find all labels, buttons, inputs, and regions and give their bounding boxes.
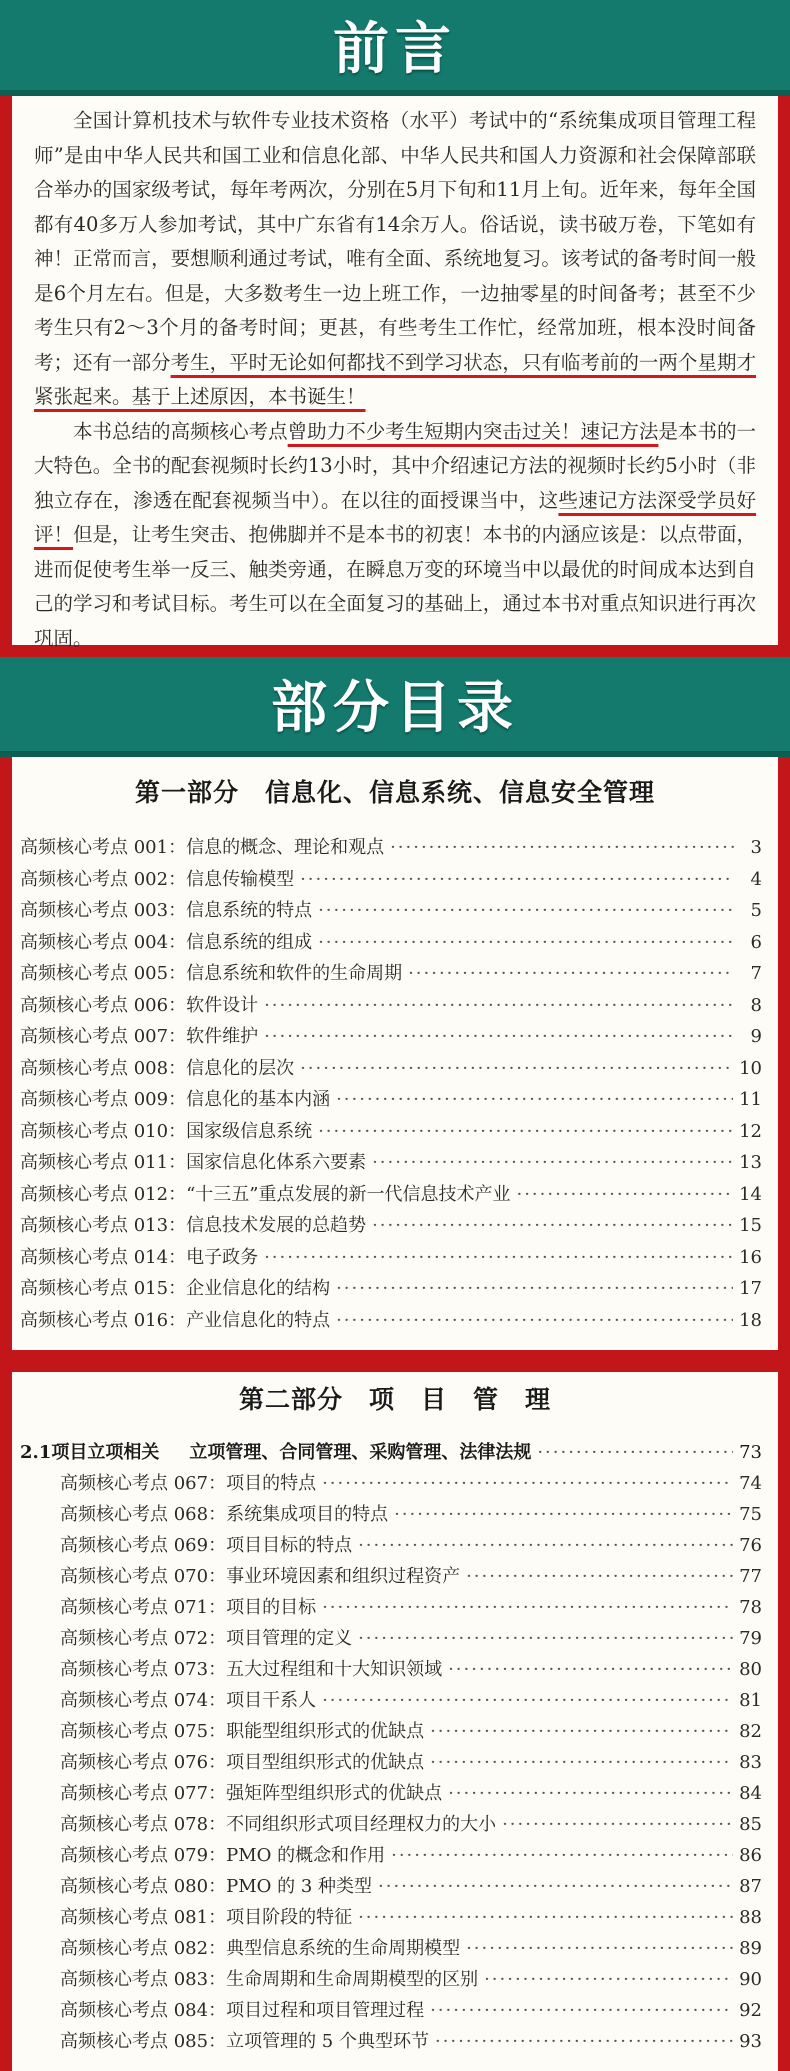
toc-topic: 信息化的层次 — [186, 1057, 295, 1079]
dot-leader — [448, 1783, 733, 1804]
toc-page: 87 — [739, 1876, 762, 1897]
toc-topic: 不同组织形式项目经理权力的大小 — [226, 1814, 497, 1835]
toc-topic: 国家级信息系统 — [186, 1120, 313, 1142]
toc-topic: 系统集成项目的特点 — [226, 1504, 389, 1525]
preface-panel — [12, 96, 778, 650]
toc-topic: 项目的目标 — [226, 1597, 317, 1618]
dot-leader — [430, 2000, 733, 2021]
preface-p2-text-a: 本书总结的高频核心考点 — [73, 419, 288, 443]
toc-topic: 项目的特点 — [226, 1473, 317, 1494]
dot-leader — [318, 1121, 733, 1142]
toc-code: 高频核心考点 079： — [60, 1845, 227, 1866]
dot-leader — [336, 1278, 733, 1299]
dot-leader — [358, 1535, 733, 1556]
dot-leader — [336, 1310, 733, 1331]
dot-leader — [466, 1938, 733, 1959]
toc-page: 93 — [739, 2031, 762, 2052]
toc-page: 8 — [750, 994, 762, 1016]
dot-leader — [372, 1215, 733, 1236]
toc-page: 17 — [739, 1278, 762, 1299]
dot-leader — [484, 1969, 733, 1990]
toc-code: 高频核心考点 005： — [20, 963, 187, 984]
toc-code: 高频核心考点 013： — [20, 1215, 187, 1236]
toc-topic: 项目干系人 — [226, 1690, 317, 1711]
toc-row[interactable] — [60, 1965, 762, 1996]
toc-page: 85 — [739, 1814, 762, 1835]
toc-topic: 软件维护 — [186, 1026, 259, 1047]
preface-p1-text: 全国计算机技术与软件专业技术资格（水平）考试中的“系统集成项目管理工程师”是由中华人民共和国工业和信息化部、中华人民共和国人力资源和社会保障部联合举办的国家级考试，每年考两次，分别在5月下旬和11月上旬。近年来，每年全国都有40多万人参加考试，其中广东省有14余万人。俗话说，读书破万卷，下笔如有神！正常而言，要想顺利通过考试，唯有全面、系统地复习。该考试的备考时间一般是6个月左右。但是，大多数考生一边上班工作，一边抽零星的时间备考；甚至不少考生只有2～3个月的备考时间；更甚，有些考生工作忙，经常加班，根本没时间备考；还有一部分 — [34, 109, 756, 374]
toc-page: 18 — [739, 1309, 762, 1331]
toc-row[interactable] — [60, 1593, 762, 1624]
toc-code: 高频核心考点 069： — [60, 1535, 227, 1556]
preface-text — [34, 104, 756, 656]
section-row-2-1[interactable] — [20, 1438, 762, 1464]
dot-leader — [322, 1690, 733, 1711]
toc-topic: 信息的概念、理论和观点 — [186, 837, 385, 858]
preface-p1-highlight: 考生，平时无论如何都找不到学习状态，只有临考前的一两个星期才紧张起来。基于上述原因，本书诞生！ — [34, 350, 756, 408]
toc-topic: 项目阶段的特征 — [226, 1907, 353, 1928]
toc-page: 7 — [750, 963, 762, 984]
toc-row[interactable] — [60, 1531, 762, 1562]
dot-leader — [502, 1814, 733, 1835]
toc-page: 12 — [739, 1120, 762, 1142]
toc-page: 6 — [750, 931, 762, 953]
toc-page: 5 — [750, 900, 762, 921]
toc-topic: 立项管理的 5 个典型环节 — [226, 2031, 429, 2052]
toc-row[interactable] — [20, 1085, 762, 1117]
toc-code: 高频核心考点 015： — [20, 1278, 187, 1299]
toc-row[interactable] — [60, 1469, 762, 1500]
toc-row[interactable] — [60, 1810, 762, 1841]
toc-topic: 事业环境因素和组织过程资产 — [226, 1566, 461, 1587]
dot-leader — [537, 1442, 733, 1463]
dot-leader — [358, 1907, 733, 1928]
dot-leader — [322, 1473, 733, 1494]
toc-title: 部分目录 — [271, 676, 519, 741]
toc-code: 高频核心考点 076： — [60, 1752, 227, 1773]
toc-header-bar — [0, 657, 790, 757]
toc-page: 76 — [739, 1535, 762, 1556]
toc-row[interactable] — [20, 991, 762, 1023]
toc-topic: 信息系统和软件的生命周期 — [186, 963, 403, 984]
toc-row[interactable] — [60, 1717, 762, 1748]
dot-leader — [372, 1152, 733, 1173]
toc-topic: 企业信息化的结构 — [186, 1278, 331, 1299]
dot-leader — [264, 1247, 733, 1268]
dot-leader — [430, 1721, 733, 1742]
toc-topic: 国家信息化体系六要素 — [186, 1152, 367, 1173]
toc-row[interactable] — [20, 1117, 762, 1149]
toc-row[interactable] — [20, 1148, 762, 1180]
part2-frame — [0, 1350, 790, 2071]
part2-title: 第二部分 项 目 管 理 — [238, 1385, 551, 1414]
toc-code: 高频核心考点 071： — [60, 1597, 227, 1618]
toc-page: 81 — [739, 1690, 762, 1711]
toc-row[interactable] — [60, 1562, 762, 1593]
toc-code: 高频核心考点 067： — [60, 1473, 227, 1494]
toc-row[interactable] — [60, 1779, 762, 1810]
toc-page: 79 — [739, 1628, 762, 1649]
toc-row[interactable] — [60, 2027, 762, 2058]
toc-row[interactable] — [20, 928, 762, 960]
preface-frame — [0, 96, 790, 657]
dot-leader — [300, 869, 734, 890]
toc-page: 4 — [750, 868, 762, 890]
toc-topic: PMO 的概念和作用 — [226, 1845, 386, 1866]
toc-topic: “十三五”重点发展的新一代信息技术产业 — [186, 1183, 511, 1205]
dot-leader — [391, 1845, 733, 1866]
toc-code: 高频核心考点 085： — [60, 2031, 227, 2052]
toc-row[interactable] — [20, 896, 762, 928]
toc-code: 高频核心考点 075： — [60, 1721, 227, 1742]
toc-code: 高频核心考点 012： — [20, 1183, 187, 1205]
toc-code: 高频核心考点 004： — [20, 931, 187, 953]
toc-row[interactable] — [60, 1934, 762, 1965]
toc-page: 90 — [739, 1969, 762, 1990]
toc-topic: 生命周期和生命周期模型的区别 — [226, 1969, 479, 1990]
toc-topic: 信息技术发展的总趋势 — [186, 1215, 367, 1236]
toc-code: 高频核心考点 084： — [60, 2000, 227, 2021]
toc-topic: 信息系统的组成 — [186, 931, 313, 953]
toc-code: 高频核心考点 002： — [20, 868, 187, 890]
part2-panel — [12, 1372, 778, 2071]
toc-page: 84 — [739, 1783, 762, 1804]
toc-page: 92 — [739, 2000, 762, 2021]
toc-row[interactable] — [60, 1686, 762, 1717]
preface-paragraph-1 — [34, 104, 756, 415]
dot-leader — [435, 2031, 733, 2052]
dot-leader — [358, 1628, 733, 1649]
toc-page: 80 — [739, 1659, 762, 1680]
dot-leader — [390, 837, 734, 858]
toc-page: 16 — [739, 1246, 762, 1268]
toc-code: 高频核心考点 010： — [20, 1120, 187, 1142]
toc-row[interactable] — [60, 1872, 762, 1903]
toc-page: 77 — [739, 1566, 762, 1587]
toc-page: 14 — [739, 1183, 762, 1205]
preface-paragraph-2 — [34, 415, 756, 657]
toc-code: 高频核心考点 006： — [20, 994, 187, 1016]
dot-leader — [318, 900, 734, 921]
toc-row[interactable] — [20, 1022, 762, 1054]
toc-row[interactable] — [20, 1054, 762, 1086]
toc-code: 高频核心考点 077： — [60, 1783, 227, 1804]
toc-code: 高频核心考点 009： — [20, 1089, 187, 1110]
section-subtitle: 立项管理、合同管理、采购管理、法律法规 — [189, 1442, 532, 1463]
toc-code: 高频核心考点 080： — [60, 1876, 227, 1897]
toc-code: 高频核心考点 008： — [20, 1057, 187, 1079]
toc-topic: 项目目标的特点 — [226, 1535, 353, 1556]
toc-row[interactable] — [60, 1996, 762, 2027]
dot-leader — [264, 1026, 734, 1047]
toc-code: 高频核心考点 073： — [60, 1659, 227, 1680]
toc-code: 高频核心考点 001： — [20, 837, 187, 858]
toc-page: 10 — [739, 1057, 762, 1079]
toc-page: 13 — [739, 1152, 762, 1173]
part1-title: 第一部分 信息化、信息系统、信息安全管理 — [134, 778, 655, 807]
dot-leader — [378, 1876, 733, 1897]
toc-page: 75 — [739, 1504, 762, 1525]
part1-frame — [0, 757, 790, 1350]
dot-leader — [448, 1659, 733, 1680]
toc-page: 11 — [739, 1089, 762, 1110]
toc-topic: 五大过程组和十大知识领域 — [226, 1659, 443, 1680]
toc-topic: 项目型组织形式的优缺点 — [226, 1752, 425, 1773]
preface-header-bar — [0, 0, 790, 96]
part1-panel — [12, 757, 778, 1350]
toc-code: 高频核心考点 082： — [60, 1938, 227, 1959]
toc-topic: 电子政务 — [186, 1246, 259, 1268]
toc-topic: 项目管理的定义 — [226, 1628, 353, 1649]
toc-topic: 职能型组织形式的优缺点 — [226, 1721, 425, 1742]
toc-topic: 产业信息化的特点 — [186, 1309, 331, 1331]
toc-code: 高频核心考点 016： — [20, 1309, 187, 1331]
toc-topic: 强矩阵型组织形式的优缺点 — [226, 1783, 443, 1804]
toc-row[interactable] — [60, 1500, 762, 1531]
toc-topic: 信息化的基本内涵 — [186, 1089, 331, 1110]
section-name: 项目立项相关 — [51, 1442, 160, 1463]
preface-p2-highlight-1: 曾助力不少考生短期内突击过关！速记方法 — [287, 419, 659, 443]
dot-leader — [336, 1089, 733, 1110]
preface-title: 前言 — [333, 17, 457, 82]
dot-leader — [394, 1504, 733, 1525]
toc-page: 88 — [739, 1907, 762, 1928]
toc-row[interactable] — [20, 1180, 762, 1212]
toc-topic: 信息传输模型 — [186, 868, 295, 890]
preface-p2-text-c: 但是，让考生突击、抱佛脚并不是本书的初衷！本书的内涵应该是：以点带面，进而促使考生举一反三、触类旁通，在瞬息万变的环境当中以最优的时间成本达到自己的学习和考试目标。考生可以在全面复习的基础上，通过本书对重点知识进行再次巩固。 — [34, 523, 756, 650]
toc-page: 86 — [739, 1845, 762, 1866]
section-number: 2.1 — [20, 1442, 52, 1463]
toc-row[interactable] — [60, 1624, 762, 1655]
toc-code: 高频核心考点 011： — [20, 1152, 187, 1173]
toc-row[interactable] — [60, 1903, 762, 1934]
toc-page: 74 — [739, 1473, 762, 1494]
toc-row[interactable] — [20, 865, 762, 897]
dot-leader — [322, 1597, 733, 1618]
toc-row[interactable] — [20, 959, 762, 991]
toc-code: 高频核心考点 068： — [60, 1504, 227, 1525]
part2-list — [60, 1469, 762, 2058]
toc-page: 9 — [750, 1026, 762, 1047]
preface-p2-highlight-2: 些速记方法深受学员好评！ — [34, 488, 756, 546]
toc-page: 83 — [739, 1752, 762, 1773]
toc-row[interactable] — [60, 1748, 762, 1779]
toc-code: 高频核心考点 014： — [20, 1246, 187, 1268]
preface-p2-text-b: 是本书的一大特色。全书的配套视频时长约13小时，其中介绍速记方法的视频时长约5小时（非独立存在，渗透在配套视频当中）。在以往的面授课当中，这 — [34, 419, 756, 512]
dot-leader — [300, 1058, 733, 1079]
dot-leader — [264, 995, 734, 1016]
toc-row[interactable] — [20, 1274, 762, 1306]
toc-page: 89 — [739, 1938, 762, 1959]
toc-row[interactable] — [60, 1841, 762, 1872]
dot-leader — [466, 1566, 733, 1587]
toc-code: 高频核心考点 007： — [20, 1026, 187, 1047]
toc-row[interactable] — [20, 1306, 762, 1338]
toc-row[interactable] — [20, 1243, 762, 1275]
toc-code: 高频核心考点 074： — [60, 1690, 227, 1711]
section-page: 73 — [739, 1442, 762, 1463]
toc-row[interactable] — [20, 1211, 762, 1243]
toc-row[interactable] — [60, 1655, 762, 1686]
toc-code: 高频核心考点 078： — [60, 1814, 227, 1835]
toc-topic: 信息系统的特点 — [186, 900, 313, 921]
toc-code: 高频核心考点 072： — [60, 1628, 227, 1649]
toc-page: 15 — [739, 1215, 762, 1236]
dot-leader — [318, 932, 734, 953]
toc-code: 高频核心考点 083： — [60, 1969, 227, 1990]
toc-topic: PMO 的 3 种类型 — [226, 1876, 372, 1897]
toc-page: 78 — [739, 1597, 762, 1618]
toc-page: 3 — [750, 837, 762, 858]
toc-code: 高频核心考点 003： — [20, 900, 187, 921]
part1-list — [20, 833, 762, 1337]
toc-page: 82 — [739, 1721, 762, 1742]
toc-code: 高频核心考点 070： — [60, 1566, 227, 1587]
dot-leader — [430, 1752, 733, 1773]
toc-topic: 软件设计 — [186, 994, 259, 1016]
toc-topic: 典型信息系统的生命周期模型 — [226, 1938, 461, 1959]
dot-leader — [516, 1184, 733, 1205]
toc-row[interactable] — [20, 833, 762, 865]
toc-topic: 项目过程和项目管理过程 — [226, 2000, 425, 2021]
toc-code: 高频核心考点 081： — [60, 1907, 227, 1928]
dot-leader — [408, 963, 734, 984]
